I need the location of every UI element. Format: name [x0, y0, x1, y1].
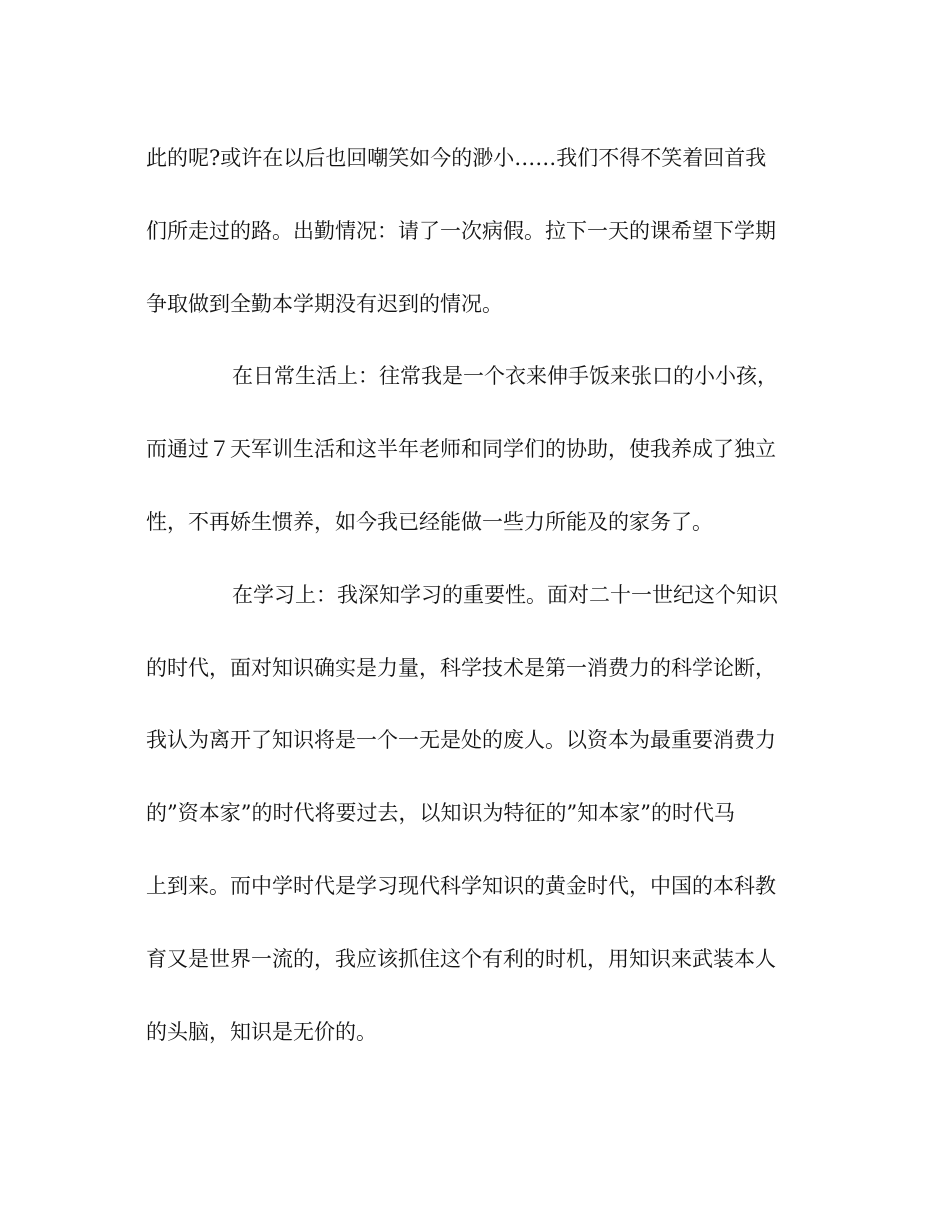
text-line: 我认为离开了知识将是一个一无是处的废人。以资本为最重要消费力 — [146, 728, 776, 753]
body-text — [146, 136, 806, 1082]
text-line: 们所走过的路。出勤情况：请了一次病假。拉下一天的课希望下学期 — [146, 218, 776, 243]
text-line: 的时代，面对知识确实是力量，科学技术是第一消费力的科学论断， — [146, 655, 776, 680]
text-line: 而通过７天军训生活和这半年老师和同学们的协助，使我养成了独立 — [146, 437, 776, 462]
paragraph-start-line: 在学习上：我深知学习的重要性。面对二十一世纪这个知识 — [232, 582, 778, 607]
paragraph-start-line: 在日常生活上：往常我是一个衣来伸手饭来张口的小小孩， — [232, 364, 778, 389]
text-line: 上到来。而中学时代是学习现代科学知识的黄金时代，中国的本科教 — [146, 873, 776, 898]
text-line: 性，不再娇生惯养，如今我已经能做一些力所能及的家务了。 — [146, 509, 713, 534]
text-line: 育又是世界一流的，我应该抓住这个有利的时机，用知识来武装本人 — [146, 946, 776, 971]
text-line: 的头脑，知识是无价的。 — [146, 1019, 377, 1044]
text-line: 争取做到全勤本学期没有迟到的情况。 — [146, 291, 503, 316]
text-line: 的”资本家”的时代将要过去，以知识为特征的”知本家”的时代马 — [146, 801, 735, 826]
text-line: 此的呢?或许在以后也回嘲笑如今的渺小……我们不得不笑着回首我 — [146, 146, 767, 170]
